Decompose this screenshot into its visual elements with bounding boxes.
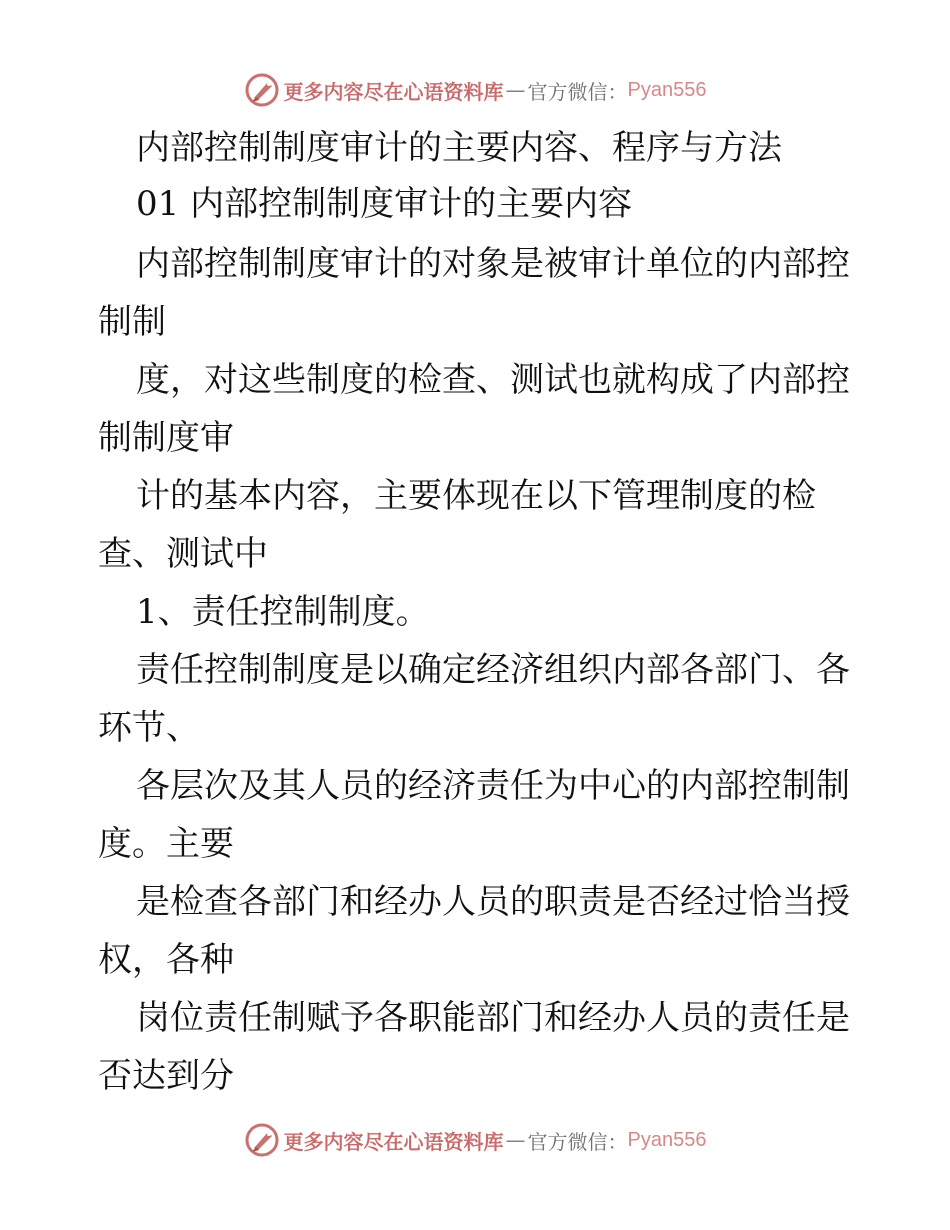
banner-wechat-label: 官方微信： xyxy=(527,79,628,104)
paragraph-line: 责任控制制度是以确定经济组织内部各部门、各 xyxy=(136,650,850,690)
banner-brand-text: 更多内容尽在心语资料库 xyxy=(283,79,504,104)
banner-wechat-id: Pyan556 xyxy=(627,1128,707,1151)
paragraph-line: 制制度审 xyxy=(98,418,234,458)
pen-logo-icon xyxy=(244,72,280,108)
banner-separator: — xyxy=(505,1128,526,1152)
document-title: 内部控制制度审计的主要内容、程序与方法 xyxy=(136,128,782,168)
paragraph-line: 权，各种 xyxy=(98,940,234,980)
section-heading: 01 内部控制制度审计的主要内容 xyxy=(136,184,633,224)
banner-brand-text: 更多内容尽在心语资料库 xyxy=(283,1129,504,1154)
paragraph-line: 环节、 xyxy=(98,708,200,748)
paragraph-line: 否达到分 xyxy=(98,1056,234,1096)
paragraph-line: 内部控制制度审计的对象是被审计单位的内部控 xyxy=(136,244,850,284)
paragraph-line: 查、测试中 xyxy=(98,534,268,574)
banner-wechat-label: 官方微信： xyxy=(527,1129,628,1154)
header-banner xyxy=(0,70,950,110)
paragraph-line: 是检查各部门和经办人员的职责是否经过恰当授 xyxy=(136,882,850,922)
paragraph-line: 度。主要 xyxy=(98,824,234,864)
paragraph-line: 岗位责任制赋予各职能部门和经办人员的责任是 xyxy=(136,998,850,1038)
paragraph-line: 度，对这些制度的检查、测试也就构成了内部控 xyxy=(136,360,850,400)
paragraph-line: 计的基本内容，主要体现在以下管理制度的检 xyxy=(136,476,816,516)
list-item-heading: 1、责任控制制度。 xyxy=(136,592,430,632)
pen-logo-icon xyxy=(244,1122,280,1158)
footer-banner xyxy=(0,1120,950,1160)
paragraph-line: 制制 xyxy=(98,302,166,342)
banner-separator: — xyxy=(505,78,526,102)
paragraph-line: 各层次及其人员的经济责任为中心的内部控制制 xyxy=(136,766,850,806)
banner-wechat-id: Pyan556 xyxy=(627,78,707,101)
